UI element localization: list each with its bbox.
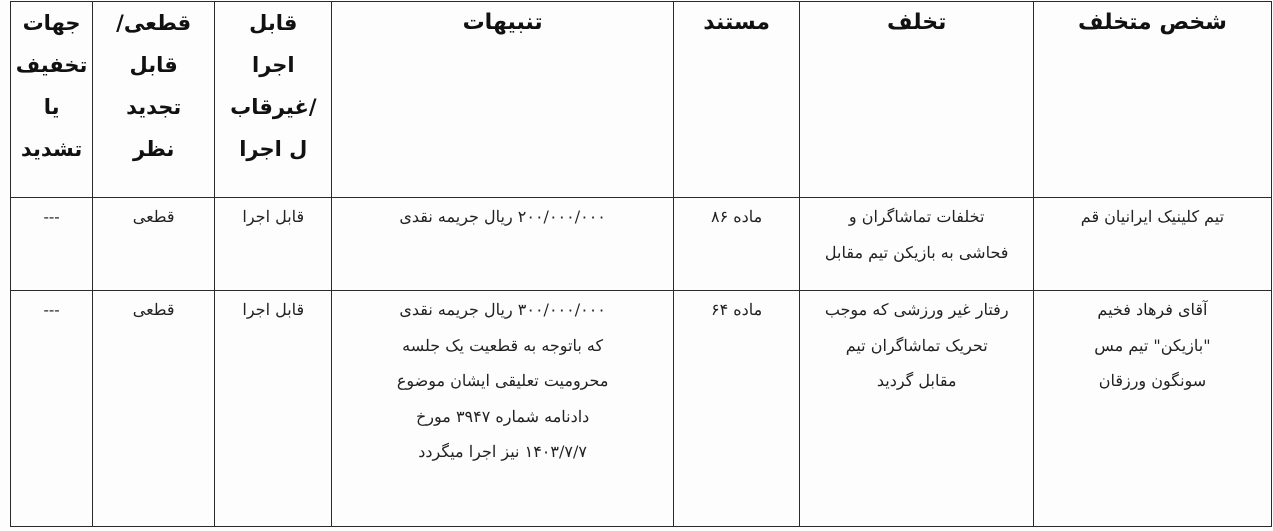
person-line: سونگون ورزقان: [1098, 371, 1207, 390]
header-person-label: شخص متخلف: [1078, 10, 1227, 35]
header-basis: [673, 2, 800, 198]
cell-enforceable: [215, 291, 332, 527]
header-final: [93, 2, 215, 198]
header-mitigation-line: تخفیف: [15, 53, 88, 77]
penalty-line: محرومیت تعلیقی ایشان موضوع: [396, 371, 609, 390]
person-line: تیم کلینیک ایرانیان قم: [1080, 207, 1225, 226]
header-enforceable-line: ل اجرا: [239, 137, 308, 161]
header-mitigation-label: [11, 2, 92, 170]
header-penalties: [332, 2, 673, 198]
cell-final: [93, 198, 215, 291]
header-mitigation-line: جهات: [22, 11, 81, 35]
violation-line: رفتار غیر ورزشی که موجب: [824, 300, 1009, 319]
header-final-label: [93, 2, 214, 170]
header-mitigation-line: یا: [43, 95, 60, 119]
basis-text: ماده ۶۴: [711, 300, 763, 319]
header-final-line: نظر: [132, 137, 175, 161]
header-final-line: تجدید: [126, 95, 182, 119]
header-enforceable-line: قابل: [249, 11, 298, 35]
header-person: [1033, 2, 1271, 198]
cell-violation: [800, 291, 1033, 527]
header-enforceable-label: [215, 2, 331, 170]
header-mitigation-line: تشدید: [20, 137, 83, 161]
penalty-line: ۳۰۰/۰۰۰/۰۰۰ ریال جریمه نقدی: [399, 300, 606, 319]
header-enforceable-line: اجرا: [252, 53, 295, 77]
ruling-table: [10, 1, 1272, 527]
violation-line: تخلفات تماشاگران و: [848, 207, 985, 226]
header-final-line: قابل: [129, 53, 178, 77]
header-penalties-label: تنبیهات: [462, 10, 543, 35]
cell-basis: [673, 198, 800, 291]
cell-mitigation: [11, 198, 93, 291]
header-enforceable: [215, 2, 332, 198]
violation-line: مقابل گردید: [876, 371, 957, 390]
violation-line: فحاشی به بازیکن تیم مقابل: [824, 242, 1009, 262]
header-violation: [800, 2, 1033, 198]
person-line: آقای فرهاد فخیم: [1097, 300, 1208, 319]
violation-line: تحریک تماشاگران تیم: [845, 335, 988, 355]
cell-person: [1033, 291, 1271, 527]
final-text: قطعی: [132, 300, 175, 319]
header-basis-label: مستند: [703, 10, 770, 35]
person-line: "بازیکن" تیم مس: [1094, 335, 1211, 355]
cell-violation: [800, 198, 1033, 291]
cell-basis: [673, 291, 800, 527]
basis-text: ماده ۸۶: [711, 207, 763, 226]
header-enforceable-line: /غیرقاب: [230, 95, 317, 119]
header-violation-label: تخلف: [887, 10, 947, 35]
cell-enforceable: [215, 198, 332, 291]
mitigation-text: ---: [43, 300, 60, 319]
header-row: [11, 2, 1272, 198]
cell-mitigation: [11, 291, 93, 527]
cell-penalties: [332, 291, 673, 527]
penalty-line: ۲۰۰/۰۰۰/۰۰۰ ریال جریمه نقدی: [399, 207, 606, 226]
penalty-line: ۱۴۰۳/۷/۷ نیز اجرا میگردد: [418, 442, 587, 461]
mitigation-text: ---: [43, 207, 60, 226]
table-row: [11, 291, 1272, 527]
header-mitigation: [11, 2, 93, 198]
table-row: [11, 198, 1272, 291]
cell-penalties: [332, 198, 673, 291]
final-text: قطعی: [132, 207, 175, 226]
enforceable-text: قابل اجرا: [242, 207, 305, 226]
cell-person: [1033, 198, 1271, 291]
enforceable-text: قابل اجرا: [242, 300, 305, 319]
header-final-line: قطعی/: [116, 11, 192, 35]
penalty-line: دادنامه شماره ۳۹۴۷ مورخ: [415, 406, 590, 426]
penalty-line: که باتوجه به قطعیت یک جلسه: [402, 335, 604, 355]
cell-final: [93, 291, 215, 527]
